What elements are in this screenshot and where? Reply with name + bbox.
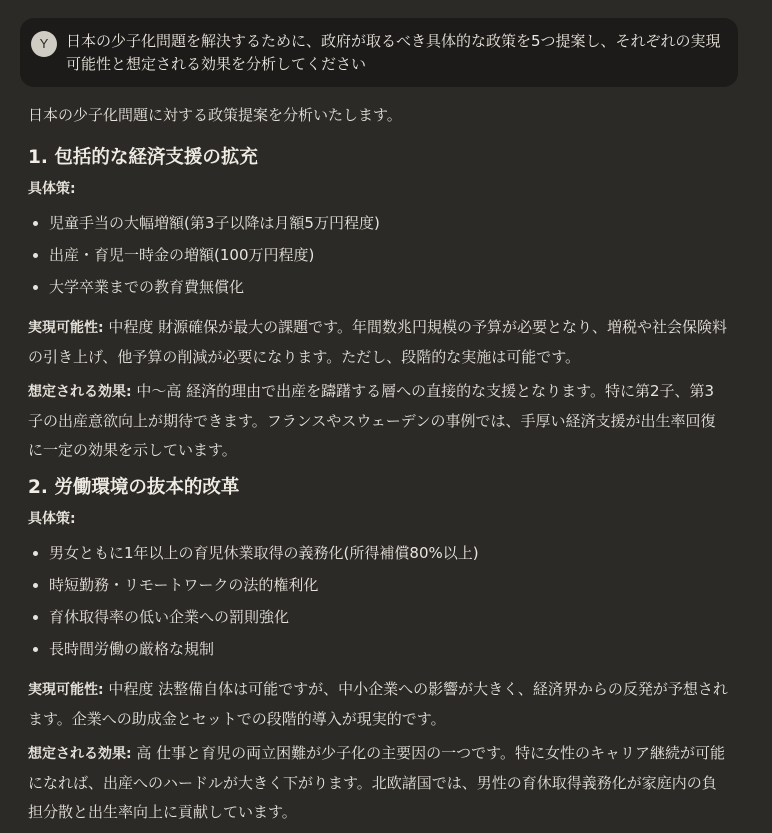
measures-label: 具体策: [28, 511, 76, 527]
user-prompt-text: 日本の少子化問題を解決するために、政府が取るべき具体的な政策を5つ提案し、それぞれの実現可能性と想定される効果を分析してください [66, 32, 721, 73]
assistant-response [28, 102, 728, 832]
user-avatar: Y [31, 31, 57, 57]
feasibility-label: 実現可能性: [28, 682, 104, 698]
feasibility-label: 実現可能性: [28, 320, 104, 336]
policy-section-1 [28, 145, 728, 465]
feasibility-text: 中程度 法整備自体は可能ですが、中小企業への影響が大きく、経済界からの反発が予想されます。企業への助成金とセットでの段階的導入が現実的です。 [28, 680, 728, 728]
list-item: 時短勤務・リモートワークの法的権利化 [28, 569, 728, 601]
effect-label: 想定される効果: [28, 384, 132, 400]
list-item: 長時間労働の厳格な規制 [28, 633, 728, 665]
measures-list [28, 537, 728, 665]
feasibility-text: 中程度 財源確保が最大の課題です。年間数兆円規模の予算が必要となり、増税や社会保険料の引き上げ、他予算の削減が必要になります。ただし、段階的な実施は可能です。 [28, 318, 727, 366]
response-intro: 日本の少子化問題に対する政策提案を分析いたします。 [28, 106, 402, 124]
feasibility-paragraph [28, 313, 728, 372]
effect-text: 中〜高 経済的理由で出産を躊躇する層への直接的な支援となります。特に第2子、第3子の出産意欲向上が期待できます。フランスやスウェーデンの事例では、手厚い経済支援が出生率回復に一定の効果を示しています。 [28, 382, 716, 459]
effect-text: 高 仕事と育児の両立困難が少子化の主要因の一つです。特に女性のキャリア継続が可能になれば、出産へのハードルが大きく下がります。北欧諸国では、男性の育休取得義務化が家庭内の負担分散と出生率向上に貢献しています。 [28, 744, 725, 821]
section-heading: 1. 包括的な経済支援の拡充 [28, 147, 258, 168]
effect-paragraph [28, 377, 728, 465]
list-item: 育休取得率の低い企業への罰則強化 [28, 601, 728, 633]
list-item: 大学卒業までの教育費無償化 [28, 271, 728, 303]
list-item: 出産・育児一時金の増額(100万円程度) [28, 239, 728, 271]
effect-label: 想定される効果: [28, 746, 132, 762]
list-item: 男女ともに1年以上の育児休業取得の義務化(所得補償80%以上) [28, 537, 728, 569]
list-item: 児童手当の大幅増額(第3子以降は月額5万円程度) [28, 207, 728, 239]
measures-label: 具体策: [28, 181, 76, 197]
user-prompt-bubble [20, 18, 738, 87]
section-heading: 2. 労働環境の抜本的改革 [28, 477, 240, 498]
policy-section-2 [28, 475, 728, 827]
measures-list [28, 207, 728, 303]
effect-paragraph [28, 739, 728, 827]
feasibility-paragraph [28, 675, 728, 734]
